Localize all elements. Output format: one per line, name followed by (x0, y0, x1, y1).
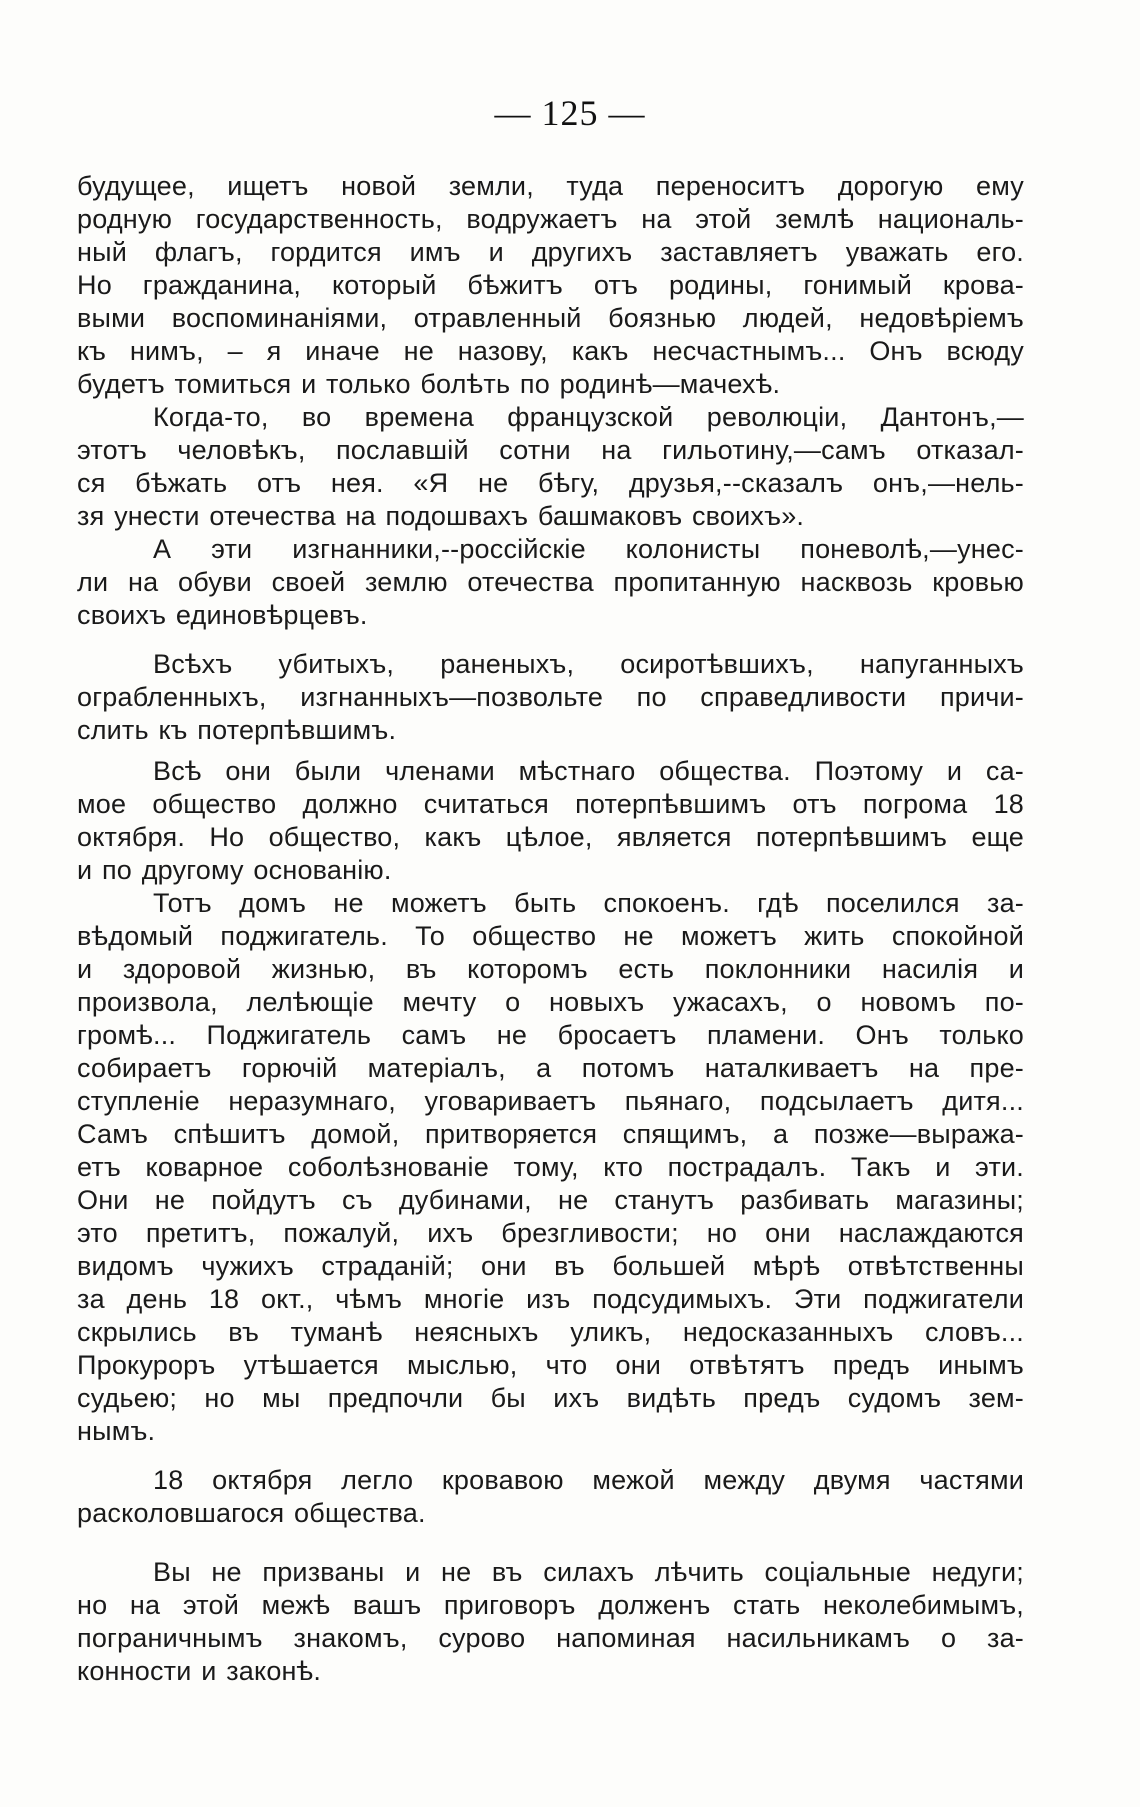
text-line: вѣдомый поджигатель. То общество не можетъ жить спокойной (77, 921, 1024, 951)
text-line: октября. Но общество, какъ цѣлое, является потерпѣвшимъ еще (77, 822, 1024, 852)
paragraph-3 (77, 533, 1024, 632)
text-line: родную государственность, водружаетъ на этой землѣ националь- (77, 204, 1024, 234)
text-line: ограбленныхъ, изгнанныхъ—позвольте по справедливости причи- (77, 682, 1024, 712)
text-line: мое общество должно считаться потерпѣвшимъ отъ погрома 18 (77, 789, 1024, 819)
text-line: Но гражданина, который бѣжитъ отъ родины, гонимый крова- (77, 270, 1024, 300)
text-line: Они не пойдутъ съ дубинами, не станутъ разбивать магазины; (77, 1185, 1024, 1215)
text-line: произвола, лелѣющіе мечту о новыхъ ужасахъ, о новомъ по- (77, 987, 1024, 1017)
text-line: своихъ единовѣрцевъ. (77, 600, 368, 630)
text-line: громѣ... Поджигатель самъ не бросаетъ пламени. Онъ только (77, 1020, 1024, 1050)
text-line: пограничнымъ знакомъ, сурово напоминая насильникамъ о за- (77, 1623, 1024, 1653)
text-line: это претитъ, пожалуй, ихъ брезгливости; но они наслаждаются (77, 1218, 1024, 1248)
paragraph-4 (77, 648, 1024, 747)
text-line: и здоровой жизнью, въ которомъ есть поклонники насилія и (77, 954, 1024, 984)
text-line: къ нимъ, – я иначе не назову, какъ несчастнымъ... Онъ всюду (77, 336, 1024, 366)
paragraph-7 (77, 1464, 1024, 1530)
text-line: конности и законѣ. (77, 1656, 322, 1686)
text-line: етъ коварное соболѣзнованіе тому, кто пострадалъ. Такъ и эти. (77, 1152, 1024, 1182)
paragraph-5 (77, 755, 1024, 887)
text-line: Прокуроръ утѣшается мыслью, что они отвѣтятъ предъ инымъ (77, 1350, 1024, 1380)
paragraph-6 (77, 887, 1024, 1448)
text-line: видомъ чужихъ страданій; они въ большей мѣрѣ отвѣтственны (77, 1251, 1024, 1281)
text-line: этотъ человѣкъ, пославшій сотни на гильотину,—самъ отказал- (77, 435, 1024, 465)
text-line: и по другому основанію. (77, 855, 392, 885)
paragraph-8 (77, 1556, 1024, 1688)
text-line: ный флагъ, гордится имъ и другихъ заставляетъ уважать его. (77, 237, 1024, 267)
text-line: Всѣхъ убитыхъ, раненыхъ, осиротѣвшихъ, напуганныхъ (153, 649, 1024, 679)
text-line: слить къ потерпѣвшимъ. (77, 715, 397, 745)
text-line: собираетъ горючій матеріалъ, а потомъ наталкиваетъ на пре- (77, 1053, 1024, 1083)
text-line: Вы не призваны и не въ силахъ лѣчить соціальные недуги; (153, 1557, 1024, 1587)
paragraph-1 (77, 170, 1024, 401)
text-line: А эти изгнанники,--россійскіе колонисты поневолѣ,—унес- (153, 534, 1024, 564)
page-number: — 125 — (494, 93, 646, 133)
text-line: расколовшагося общества. (77, 1498, 426, 1528)
text-line: Самъ спѣшитъ домой, притворяется спящимъ, а позже—выража- (77, 1119, 1024, 1149)
text-line: судьею; но мы предпочли бы ихъ видѣть предъ судомъ зем- (77, 1383, 1024, 1413)
text-line: ступленіе неразумнаго, уговариваетъ пьянаго, подсылаетъ дитя... (77, 1086, 1024, 1116)
text-line: будущее, ищетъ новой земли, туда переноситъ дорогую ему (77, 171, 1024, 201)
text-line: зя унести отечества на подошвахъ башмаковъ своихъ». (77, 501, 805, 531)
text-line: за день 18 окт., чѣмъ многіе изъ подсудимыхъ. Эти поджигатели (77, 1284, 1024, 1314)
text-line: Всѣ они были членами мѣстнаго общества. Поэтому и са- (153, 756, 1024, 786)
text-line: Тотъ домъ не можетъ быть спокоенъ. гдѣ поселился за- (153, 888, 1024, 918)
text-line: скрылись въ туманѣ неясныхъ уликъ, недосказанныхъ словъ... (77, 1317, 1024, 1347)
text-line: Когда-то, во времена французской революціи, Дантонъ,— (153, 402, 1024, 432)
text-line: выми воспоминаніями, отравленный боязнью людей, недовѣріемъ (77, 303, 1024, 333)
body-text (77, 170, 1024, 1688)
text-line: ся бѣжать отъ нея. «Я не бѣгу, друзья,--сказалъ онъ,—нель- (77, 468, 1024, 498)
text-line: нымъ. (77, 1416, 156, 1446)
text-line: 18 октября легло кровавою межой между двумя частями (153, 1465, 1024, 1495)
text-line: ли на обуви своей землю отечества пропитанную насквозь кровью (77, 567, 1024, 597)
paragraph-2 (77, 401, 1024, 533)
text-line: будетъ томиться и только болѣть по родинѣ—мачехѣ. (77, 369, 781, 399)
text-line: но на этой межѣ вашъ приговоръ долженъ стать неколебимымъ, (77, 1590, 1024, 1620)
